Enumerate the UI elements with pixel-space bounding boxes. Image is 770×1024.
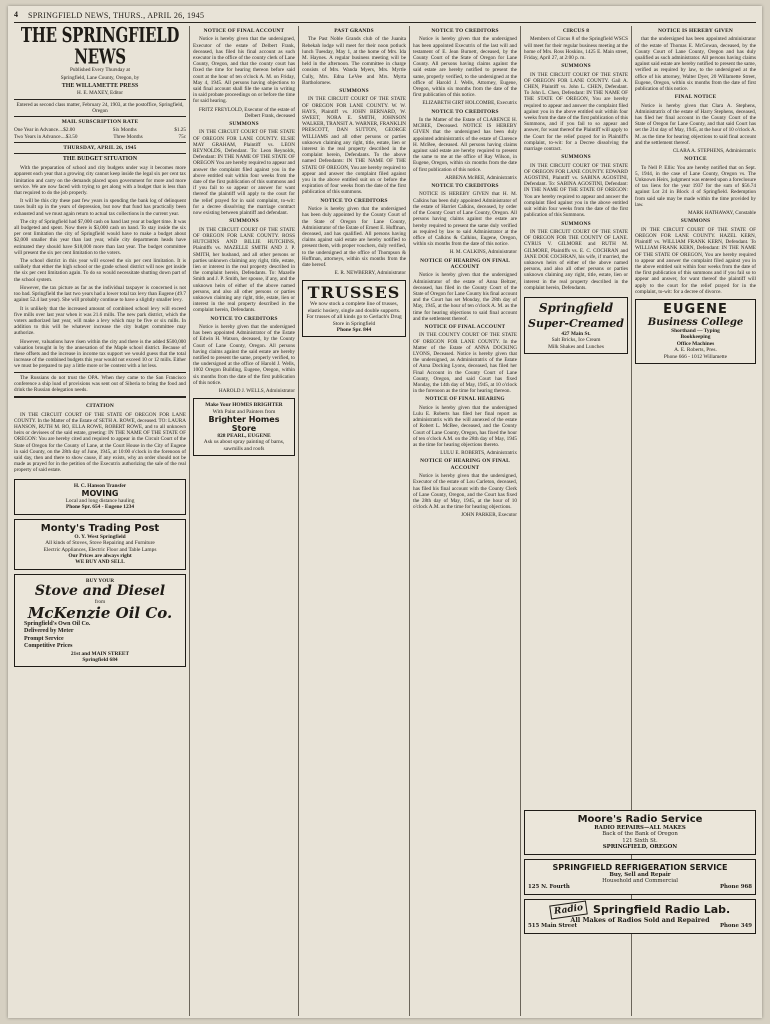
- notice-body: Notice is hereby given that Clara A. Stephens, Administratrix of the estate of Harry Stephens, deceased, has filed her final account in the County Court of the State of Oregon for Lane County, and that said Court has set the 21st day of May, 1945, at the hour of 10 o'clock A. M. as the time for hearing objections to said final account and the settlement thereof.: [635, 102, 756, 146]
- notice-heading: FINAL NOTICE: [674, 94, 717, 101]
- notice-heading: NOTICE TO CREDITORS: [320, 197, 388, 204]
- springfield-radio-lab-ad: Radio Springfield Radio Lab. All Makes of Radios Sold and Repaired 515 Main Street Phone 349: [524, 899, 756, 934]
- editorial-paragraph: With the preparation of school and city budgets under way it becomes more apparent each year that a growing city cannot keep inside the legal six per cent tax limitation and carry on the demands placed upon government for more and more service. We are now faced with trying to get along with a budget that is less than that required to do the job properly.: [14, 165, 186, 197]
- notice-body: that the undersigned has been appointed administrator of the estate of Thomas E. McGowan, deceased, by the County Court of Lane County, Oregon and has duly qualified as such administrator. All persons having claims against said estate are hereby notified to present the same, verified as required by law, to the undersigned at the office of his attorney, Walter Dyer, 20 Willamette Street, Eugene, Oregon, within six months from the date of first publication of this notice.: [635, 36, 756, 93]
- notice-heading: SUMMONS: [561, 154, 591, 161]
- editorial-paragraph: However, valuations have risen within the city and there is the added $500,000 valuation brought in by the annexation of the Maple school district. Because of these offsets and the increase in income tax support we would guess that the total increase of the combined budgets this year would not exceed 10 or 12 mills. Either we must be prepared to pay a little more or be content with a lot less.: [14, 338, 186, 370]
- eugene-business-college-ad: EUGENE Business College Shorthand — Typing Bookkeeping Office Machines A. E. Roberts, Pres. Phone 666 - 1012 Willamette: [635, 299, 756, 364]
- notice-heading: NOTICE TO CREDITORS: [210, 315, 278, 322]
- notice-signature: E. R. NEWBERRY, Administrator: [334, 270, 406, 277]
- notice-heading: NOTICE OF FINAL ACCOUNT: [203, 28, 285, 34]
- notice-heading: NOTICE OF HEARING ON FINAL ACCOUNT: [420, 458, 510, 471]
- masthead-title: THE SPRINGFIELD NEWS: [20, 26, 180, 69]
- homes-brighter-ad: Make Your HOMES BRIGHTER With Paint and Painters from Brighter Homes Store 828 PEARL, EUGENE Ask us about spray painting of barns, sawmills and roofs: [193, 398, 295, 456]
- editorial-paragraph: The Russians do not trust the OPA. When they came to the San Francisco conference a ship load of provisions was sent out of Siberia to bring the food and drink the Russian delegation needs.: [14, 374, 186, 393]
- masthead-publisher: THE WILLAMETTE PRESS: [61, 83, 139, 90]
- editorial-paragraph: The school district in this year will exceed the six per cent limitation. It is unlikely that either the high school or the grade school district will now get inside the six per cent limitation again. To do so would necessitate shutting down part of the school system.: [14, 258, 186, 283]
- editorial-paragraph: The city of Springfield had $7,000 cash on hand last year at budget time. It was all budgeted and spent. Now there is $3,000 cash on hand. To stay inside the six per cent limitation the city of Springfield would have to make a budget about $2,000 smaller this year than last year, while city departments heads have estimated they should have $18,000 more than last year. The budget committee will present the six per cent limitation to the voters.: [14, 218, 186, 256]
- notice-heading: SUMMONS: [339, 88, 369, 95]
- masthead-line2: Springfield, Lane County, Oregon, by: [60, 75, 140, 82]
- citation-heading: CITATION: [85, 403, 115, 410]
- column-3: [302, 26, 406, 1016]
- notice-body: In the Matter of the Estate of CLARENCE H. MCBEE, Deceased. NOTICE IS HEREBY GIVEN that the undersigned has been duly appointed administratrix of the estate of Clarence H. McBee, deceased. All persons having claims against said estate are hereby required to present the same to me at the office of Ray Wilson, in Eugene, Oregon, within six months from the date of first publication of this notice.: [413, 117, 517, 173]
- notice-body: IN THE CIRCUIT COURT OF THE STATE OF OREGON FOR LANE COUNTY. ELSIE MAY GRAHAM, Plaintiff vs. LEON REYNOLDS, Defendant. To: Leon Reynolds, Defendant: IN THE NAME OF THE STATE OF OREGON You are hereby required to appear and answer the complaint filed against you in the above entitled suit within four weeks from the date of the first publication of this summons and if you fail to so appear or answer for want thereof the plaintiff will apply to the court for the relief prayed for in said complaint, to-wit: for a decree dissolving the marriage contract now existing between plaintiff and defendant.: [193, 129, 295, 217]
- springfield-creamery-ad: Springfield Super-Creamed 427 Main St. Salt Bricks, Ice Cream Milk Shakes and Lunches: [524, 297, 628, 354]
- notice-body: To Nell P. Ellis: You are hereby notified that on Sept. 5, 1944, in the case of Lane County, Oregon vs. The Unknown Heirs, judgment was entered upon a foreclosure of tax liens for the year 1937 for the sum of $56.74 against Lot 24 in Block 4 of Springfield. Redemption from said sale may be made within the time provided by law.: [635, 164, 756, 208]
- notice-heading: NOTICE TO CREDITORS: [431, 183, 499, 190]
- notice-heading: NOTICE TO CREDITORS: [431, 108, 499, 115]
- notice-signature: FRITZ FREYLOLD, Executor of the estate of Delbert Frank, deceased: [198, 106, 295, 119]
- editorial-paragraph: It will be this city these past few years in spending the bank log of delinquent taxes built up in the years of depression, but now that fund has practically been exhausted and we must again return to actual tax collections in the current year.: [14, 198, 186, 217]
- citation-body: IN THE CIRCUIT COURT OF THE STATE OF OREGON FOR LANE COUNTY. In the Matter of the Estate of SETH A. ROWE, deceased. TO: LAURA HANSON, RUTH M. RO, ELLA ROWE, ROBERT ROWE, and to all unknown heirs or devisees of the said estate, greeting: IN THE NAME OF THE STATE OF OREGON: You are hereby cited and required to appear in the Circuit Court of the State of Oregon for the County of Lane, at the Court House in the City of Eugene in said County, on the 28th day of June, 1945, at 10:00 o'clock in the forenoon of said day, then and there to show cause, if any exists, why an order should not be made as prayed for in the petition of the Executrix authorizing the sale of the real property of said estate.: [14, 411, 186, 474]
- masthead-line1: Published Every Thursday at: [70, 67, 130, 73]
- notice-body: The Past Noble Grands club of the Juanita Rebekah lodge will meet for their noon potluck lunch Tuesday, May 1, at the home of Mrs. Ida M. Haynes. A regular business meeting will be held in the afternoon. The committee in charge consists of Mrs. Wanda Myers, Mrs. Myrtle Cully, Mrs. Edna LeVee and Mrs. Myrta Bartholomew.: [302, 36, 406, 86]
- page-folio: [14, 10, 756, 23]
- notice-signature: ELIZABETH GIRT HOLCOMBE, Executrix: [422, 100, 517, 107]
- notice-heading: SUMMONS: [229, 218, 259, 225]
- moving-ad: H. C. Hanson Transfer MOVING Local and long distance hauling Phone Spr. 654 - Eugene 1234: [14, 479, 186, 515]
- page-number: 4: [14, 10, 19, 19]
- issue-date: THURSDAY, APRIL 26, 1945: [63, 144, 137, 151]
- editorial-paragraph: It is unlikely that the increased amount of combined school levy will exceed five mills over last year when it was 21.6 mills. The new park district, which the voters authorized last year, will make a levy which may be five or six mills. In addition to this will be whatever increase the city budget committee may authorize.: [14, 305, 186, 337]
- notice-heading: SUMMONS: [229, 121, 259, 128]
- notice-body: Notice is hereby given that the undersigned, Executor of the estate of Delbert Frank, deceased, has filed his final account as such executor in the office of the county clerk of Lane County, Oregon, and that the county court has fixed the time for hearing thereon before said court at the hour of ten o'clock A. M. on Friday, May 4, 1945. All persons having objections to said final account shall file the same in writing in said probate proceedings on or before the time for said hearing.: [193, 36, 295, 105]
- newspaper-page: [8, 6, 762, 1018]
- notice-heading: SUMMONS: [561, 63, 591, 70]
- notice-body: IN THE CIRCUIT COURT OF THE STATE OF OREGON FOR LANE COUNTY. Gail A. CHEN, Plaintiff vs. John L. CHEN, Defendant. To John L. Chen, Defendant: IN THE NAME OF THE STATE OF OREGON, You are hereby required to appear and answer the complaint filed against you in the above entitled suit within four weeks from the date of the first publication of this Summons, and if you fail to so appear and answer, for want thereof the Plaintiff will apply to the Court for the relief prayed for in Plaintiff's complaint, to-wit: for a Decree dissolving the marriage contract.: [524, 71, 628, 153]
- notice-signature: MARK HATHAWAY, Constable: [687, 210, 756, 217]
- notice-heading: CIRCUS 8: [562, 28, 590, 34]
- notice-signature: CLARA A. STEPHENS, Administratrix: [672, 148, 756, 155]
- moores-radio-ad: Moore's Radio Service RADIO REPAIRS—ALL MAKES Back of the Bank of Oregon 121 Sixth St. SPRINGFIELD, OREGON: [524, 810, 756, 855]
- notice-body: IN THE CIRCUIT COURT OF THE STATE OF OREGON FOR LANE COUNTY. EDWARD AGOSTINI, Plaintiff vs. SABINA AGOSTINI, Defendant. To: SABINA AGOSTINI, Defendant: IN THE NAME OF THE STATE OF OREGON: You are hereby required to appear and answer the complaint filed against you in the above entitled suit within four weeks from the date of the first publication of this Summons.: [524, 162, 628, 219]
- notice-heading: NOTICE OF HEARING ON FINAL ACCOUNT: [420, 257, 510, 270]
- notice-heading: SUMMONS: [680, 218, 711, 225]
- notice-body: IN THE CIRCUIT COURT OF THE STATE OF OREGON FOR LANE COUNTY. W. W. HAYS, Plaintiff vs. JOHN BERNARD, W. SWEET, NORA E. SMITH, JOHNSON WALKER, TRANSIT A. WARNER, FRANKLIN PRESCOTT, DAN SUTTON, GEORGE WILLIAMS and all other persons or parties unknown claiming any right, title, estate, lien or interest in the real property described in the complaint herein, Defendants. To the above named Defendants: IN THE NAME OF THE STATE OF OREGON, You are hereby required to appear and answer the complaint filed against you in the above entitled suit on or before the expiration of four weeks from the date of the first publication of this summons.: [302, 96, 406, 196]
- columns: [14, 26, 756, 1016]
- editorial-paragraph: However, the tax picture as far as the individual taxpayer is concerned is not too bad. Springfield the last two years had a lower total tax levy than Eugene (49.7 against 52.4 last year). She will probably continue to have a slightly smaller levy.: [14, 284, 186, 304]
- notice-body: Notice is hereby given that the undersigned Lulu E. Roberts has filed her final report as administratrix with the will annexed of the estate of Robert L. McBee, deceased, and the County Court of Lane County, Oregon, has fixed the hour of ten o'clock A.M. on the 28th day of May, 1945 as the time for hearing objections thereto.: [413, 404, 517, 449]
- notice-heading: NOTICE IS HEREBY GIVEN: [657, 28, 734, 34]
- notice-body: Notice is hereby given that the undersigned Administrator of the estate of Anna Beltzer, deceased, has filed in the County Court of the State of Oregon for Lane County his final account and the Court has set Monday, the 28th day of May, 1945, at the hour of ten o'clock A. M. as the time for hearing objections to said final account and the settlement thereof.: [413, 272, 517, 322]
- notice-heading: PAST GRANDS: [334, 28, 374, 34]
- trusses-ad: TRUSSES We now stock a complete line of trusses, elastic hosiery, single and double supports. For trusses of all kinds go to Gerlach's Drug Store in Springfield Phone Spr. 844: [302, 280, 406, 337]
- bottom-ads: [524, 806, 756, 938]
- notice-heading: SUMMONS: [561, 220, 591, 227]
- notice-heading: NOTICE OF FINAL ACCOUNT: [424, 323, 506, 330]
- rate-row-2: Two Years in Advance....$3.50 Three Months 75c: [14, 133, 186, 140]
- masthead-editor: H. E. MAXEY, Editor: [76, 90, 123, 97]
- notice-signature: JOHN PARKER, Executor: [461, 512, 517, 519]
- refrigeration-service-ad: SPRINGFIELD REFRIGERATION SERVICE Buy, Sell and Repair Household and Commercial 125 N. Fourth Phone 968: [524, 859, 756, 895]
- notice-heading: NOTICE: [684, 156, 707, 163]
- column-2: [193, 26, 295, 1016]
- notice-body: Notice is hereby given that the undersigned has been appointed Executrix of the last will and testament of E. Jean Burnett, deceased, by the County Court of the State of Oregon for Lane County. All persons having claims against the said estate are hereby notified to present the same, properly verified, to the undersigned at the office of Harold J. Wells, Attorney, Eugene, Oregon, within six months from the date of the first publication of this notice.: [413, 36, 517, 99]
- notice-body: Notice is hereby given that the undersigned has been duly appointed by the County Court of the State of Oregon for Lane County, Administrator of the Estate of Ernest E. Huffman, deceased, and has qualified. All persons having claims against said estate are hereby notified to present them, with proper vouchers, duly verified, to the undersigned at the office of Thompson & Hoffman, attorneys, within six months from the date hereof.: [302, 206, 406, 268]
- notice-body: Notice is hereby given that the undersigned has been appointed Administrator of the Estate of Edwin H. Watson, deceased, by the County Court of Lane County, Oregon. All persons having claims against the said estate are hereby notified to present the same, properly verified, to the undersigned at the office of Harold J. Wells, 1002 Oregon Building, Eugene, Oregon, within six months from the date of the first publication of this notice.: [193, 323, 295, 386]
- notice-body: IN THE COUNTY COURT OF THE STATE OF OREGON FOR LANE COUNTY. In the Matter of the Estate of ANNA DOCKING LYONS, Deceased. Notice is hereby given that the undersigned, as Administratrix of the Estate of Anna Docking Lyons, deceased, has filed her Final Account in the County Court of Lane County, Oregon, and said Court has fixed Monday, the 14th day of May, 1945, at 10 o'clock in the forenoon as the time for hearing thereon.: [413, 332, 517, 395]
- notice-signature: ARBENA McBEE, Administratrix: [445, 174, 517, 181]
- notice-body: Notice is hereby given that the undersigned, Executor of the estate of Lou Carleton, deceased, has filed his final account with the County Clerk of Lane County, Oregon, and the Court has fixed the 28th day of May, 1945, at the hour of 10 o'clock A.M. as the time for hearing objections.: [413, 473, 517, 511]
- notice-signature: H. M. CALKINS, Administrator: [449, 249, 517, 256]
- notice-signature: HAROLD J. WELLS, Administrator: [218, 387, 295, 394]
- montys-ad: Monty's Trading Post O. Y. West Springfield All kinds of Stoves, Stove Repairing and Furniture Electric Appliances, Electric Floor and Table Lamps Our Prices are always right WE BUY AND SELL: [14, 519, 186, 570]
- masthead-entered: Entered as second class matter, February 24, 1903, at the postoffice, Springfield, Oregon: [16, 101, 184, 114]
- folio-title: SPRINGFIELD NEWS, THURS., APRIL 26, 1945: [28, 11, 205, 20]
- column-4: [413, 26, 517, 1016]
- column-1: [14, 26, 186, 1016]
- notice-signature: LULU E. ROBERTS, Administratrix: [440, 450, 517, 457]
- notice-heading: NOTICE OF FINAL HEARING: [425, 396, 505, 403]
- mckenzie-oil-ad: BUY YOUR Stove and Diesel from McKenzie Oil Co. Springfield's Own Oil Co. Delivered by Meter Prompt Service Competitive Prices 21st and MAIN STREET Springfield 684: [14, 574, 186, 668]
- radio-logo-icon: Radio: [549, 900, 588, 919]
- notice-body: NOTICE IS HEREBY GIVEN that H. M. Calkins has been duly appointed Administrator of the estate of Harriet Calkins, deceased, by order of the County Court of Lane County, Oregon. All persons having claims against the estate are hereby required to present the same duly verified as required by law to said Administrator at the office of Calkins & Calkins, Eugene, Oregon, within six months from the date of this notice.: [413, 191, 517, 248]
- rate-row-1: One Year in Advance....$2.00 Six Months $1.25: [14, 127, 186, 134]
- notice-heading: NOTICE TO CREDITORS: [431, 28, 499, 34]
- notice-body: IN THE CIRCUIT COURT OF THE STATE OF OREGON FOR LANE COUNTY. HAZEL KERN, Plaintiff vs. WILLIAM FRANK KERN, Defendant. To WILLIAM FRANK KERN, Defendant: IN THE NAME OF THE STATE OF OREGON, You are hereby required to appear and answer the complaint filed against you in the above entitled suit within four weeks from the date of the first publication of this summons and if you fail so to appear and answer, for want thereof the plaintiff will apply to the court for the relief prayed for in the complaint, to-wit: for a decree of divorce.: [635, 226, 756, 295]
- notice-body: Members of Circus 8 of the Springfield WSCS will meet for their regular business meeting at the home of Mrs. Ross Hoskins, 1425 E. Main street, Friday, April 27, at 2:00 p. m.: [524, 36, 628, 62]
- notice-body: IN THE CIRCUIT COURT OF THE STATE OF OREGON FOR THE COUNTY OF LANE. CYRUS V. GILMORE and RUTH M. GILMORE, Plaintiffs vs. E. C. COCHRAN and JANE DOE COCHRAN, his wife, if married, the unknown heirs of either of the above named persons, and also all other persons or parties unknown claiming any right, title, estate, lien or interest in the real property described in the complaint herein, Defendants.: [524, 228, 628, 291]
- notice-body: IN THE CIRCUIT COURT OF THE STATE OF OREGON FOR LANE COUNTY. ROSS HUTCHINS AND BILLIE HUTCHINS, Plaintiffs vs. MAZELLE SMITH AND J. P. SMITH, her husband, and all other persons or parties unknown claiming any right, title, estate, lien or interest in the real property described in the complaint herein, Defendants. To: Mazelle Smith and J. P. Smith, her spouse, if any, and the unknown heirs of either of the above named persons, and also all other persons or parties unknown claiming any right, title, estate, lien or interest in the real property described in the complaint herein, Defendants.: [193, 226, 295, 314]
- subscription-heading: MAIL SUBSCRIPTION RATE: [61, 119, 139, 126]
- editorial-headline: THE BUDGET SITUATION: [62, 156, 138, 163]
